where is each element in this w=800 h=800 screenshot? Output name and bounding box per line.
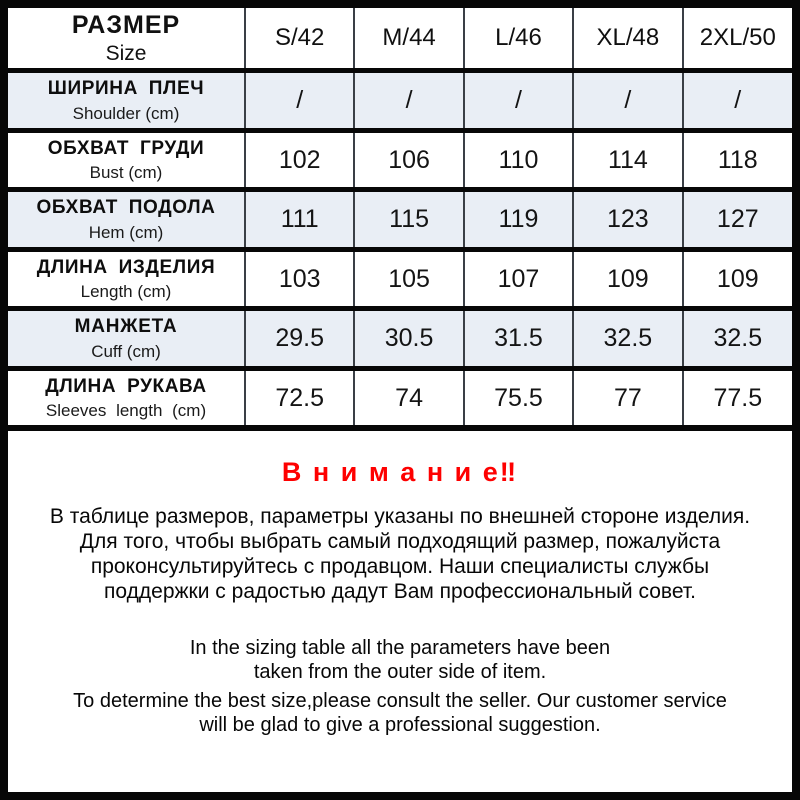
cell-value: /: [245, 71, 354, 130]
cell-value: /: [683, 71, 792, 130]
table-header-row: [8, 8, 792, 71]
cell-value: 119: [464, 190, 573, 249]
cell-value: /: [354, 71, 463, 130]
notice-ru-line: Для того, чтобы выбрать самый подходящий размер, пожалуйста: [79, 530, 721, 554]
table-row-hem: [8, 190, 792, 249]
cell-value: 106: [354, 130, 463, 189]
row-label-cell: [8, 309, 245, 368]
cell-value: 74: [354, 368, 463, 428]
row-label-en: Bust (cm): [89, 163, 163, 183]
cell-value: 75.5: [464, 368, 573, 428]
cell-value: 77.5: [683, 368, 792, 428]
row-label-en: Shoulder (cm): [72, 103, 180, 123]
row-label-en: Length (cm): [80, 282, 172, 302]
notice-ru-line: В таблице размеров, параметры указаны по внешней стороне изделия.: [49, 505, 751, 529]
row-label-ru: ОБХВАТ ГРУДИ: [47, 137, 205, 159]
cell-value: 123: [573, 190, 682, 249]
row-label-ru: ОБХВАТ ПОДОЛА: [36, 197, 216, 219]
notice-en-line: will be glad to give a professional suggestion.: [199, 714, 601, 737]
notice-ru-line: проконсультируйтесь с продавцом. Наши специалисты службы: [90, 555, 710, 579]
size-column-header: XL/48: [573, 8, 682, 71]
cell-value: 127: [683, 190, 792, 249]
table-row-sleeves: [8, 368, 792, 428]
row-label-ru: ДЛИНА РУКАВА: [45, 375, 207, 397]
cell-value: 109: [573, 249, 682, 308]
size-table: [8, 8, 792, 431]
cell-value: 32.5: [573, 309, 682, 368]
cell-value: 114: [573, 130, 682, 189]
notice-en-line: In the sizing table all the parameters have been: [189, 637, 611, 660]
cell-value: /: [573, 71, 682, 130]
size-column-header: M/44: [354, 8, 463, 71]
cell-value: 32.5: [683, 309, 792, 368]
notice-en-line: To determine the best size,please consult the seller. Our customer service: [73, 690, 727, 713]
size-column-header: 2XL/50: [683, 8, 792, 71]
table-row-length: [8, 249, 792, 308]
size-column-header: L/46: [464, 8, 573, 71]
row-label-cell: [8, 249, 245, 308]
cell-value: 30.5: [354, 309, 463, 368]
cell-value: 31.5: [464, 309, 573, 368]
cell-value: 105: [354, 249, 463, 308]
cell-value: 72.5: [245, 368, 354, 428]
notice-paragraph-en1: [8, 636, 792, 684]
row-label-cell: [8, 368, 245, 428]
notice-paragraph-ru: [8, 504, 792, 604]
cell-value: 107: [464, 249, 573, 308]
size-column-header: S/42: [245, 8, 354, 71]
cell-value: 109: [683, 249, 792, 308]
row-label-ru: ШИРИНА ПЛЕЧ: [47, 78, 205, 100]
table-row-bust: [8, 130, 792, 189]
cell-value: 77: [573, 368, 682, 428]
row-label-cell: [8, 130, 245, 189]
notice-paragraph-en2: [8, 689, 792, 737]
row-label-cell: [8, 190, 245, 249]
cell-value: 118: [683, 130, 792, 189]
notice-en-line: taken from the outer side of item.: [253, 661, 547, 684]
row-label-en: Cuff (cm): [91, 341, 161, 361]
header-label-en: Size: [105, 42, 147, 66]
cell-value: 115: [354, 190, 463, 249]
header-label-cell: [8, 8, 245, 71]
cell-value: 102: [245, 130, 354, 189]
cell-value: 110: [464, 130, 573, 189]
notice-ru-line: поддержки с радостью дадут Вам профессиональный совет.: [104, 580, 696, 604]
row-label-ru: МАНЖЕТА: [74, 316, 178, 338]
row-label-en: Sleeves length (cm): [45, 401, 207, 421]
row-label-en: Hem (cm): [88, 222, 164, 242]
row-label-cell: [8, 71, 245, 130]
row-label-ru: ДЛИНА ИЗДЕЛИЯ: [36, 256, 216, 278]
cell-value: 103: [245, 249, 354, 308]
notice-title: В н и м а н и е‼: [281, 457, 519, 488]
table-row-cuff: [8, 309, 792, 368]
cell-value: 111: [245, 190, 354, 249]
cell-value: 29.5: [245, 309, 354, 368]
notice-section: [8, 431, 792, 737]
table-row-shoulder: [8, 71, 792, 130]
header-label-ru: РАЗМЕР: [71, 11, 181, 39]
cell-value: /: [464, 71, 573, 130]
